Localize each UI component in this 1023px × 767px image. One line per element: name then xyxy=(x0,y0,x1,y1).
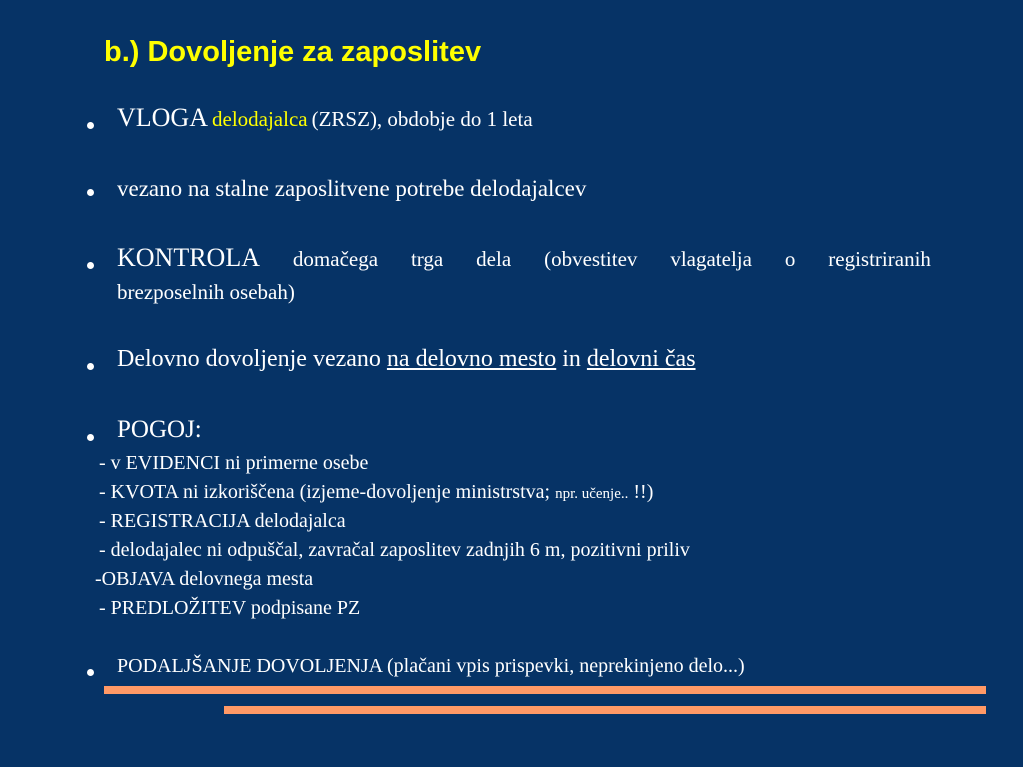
vloga-employer: delodajalca xyxy=(212,107,308,131)
delovno-in: in xyxy=(562,346,581,372)
pogoj-item-kvota: - KVOTA ni izkoriščena (izjeme-dovoljenje ministrstva; npr. učenje.. !!) xyxy=(99,481,654,503)
bullet-dot xyxy=(87,262,94,269)
vloga-rest: (ZRSZ), obdobje do 1 leta xyxy=(311,107,533,131)
delovno-pre: Delovno dovoljenje vezano xyxy=(117,346,381,372)
kontrola-line2: brezposelnih osebah) xyxy=(117,280,295,304)
accent-bar-bottom xyxy=(224,706,986,714)
bullet-dot xyxy=(87,363,94,370)
pogoj-label: POGOJ: xyxy=(117,416,202,443)
pogoj-item-predlozitev: - PREDLOŽITEV podpisane PZ xyxy=(99,597,361,619)
bullet-dot xyxy=(87,122,94,129)
delovni-cas-link: delovni čas xyxy=(586,346,696,372)
bullet-dot xyxy=(87,434,94,441)
kontrola-word: KONTROLA xyxy=(117,243,260,272)
pogoj-item-odpuscal: - delodajalec ni odpuščal, zavračal zaposlitev zadnjih 6 m, pozitivni priliv xyxy=(99,539,690,561)
pogoj-item-objava: -OBJAVA delovnega mesta xyxy=(95,568,314,590)
slide-title: b.) Dovoljenje za zaposlitev xyxy=(104,36,482,68)
pogoj-item-evidenci: - v EVIDENCI ni primerne osebe xyxy=(99,452,369,474)
vloga-word: VLOGA xyxy=(117,103,208,132)
vezano-text: vezano na stalne zaposlitvene potrebe delodajalcev xyxy=(117,176,587,201)
bullet-dot xyxy=(87,189,94,196)
pogoj-item-registracija: - REGISTRACIJA delodajalca xyxy=(99,510,346,532)
kontrola-line1: KONTROLA domačega trga dela (obvestitev vlagatelja o registriranih xyxy=(117,243,931,272)
delovno-mesto-link: na delovno mesto xyxy=(386,346,557,372)
accent-bar-top xyxy=(104,686,986,694)
bullet-dot xyxy=(87,669,94,676)
podaljsanje-text: PODALJŠANJE DOVOLJENJA (plačani vpis prispevki, neprekinjeno delo...) xyxy=(117,655,745,677)
